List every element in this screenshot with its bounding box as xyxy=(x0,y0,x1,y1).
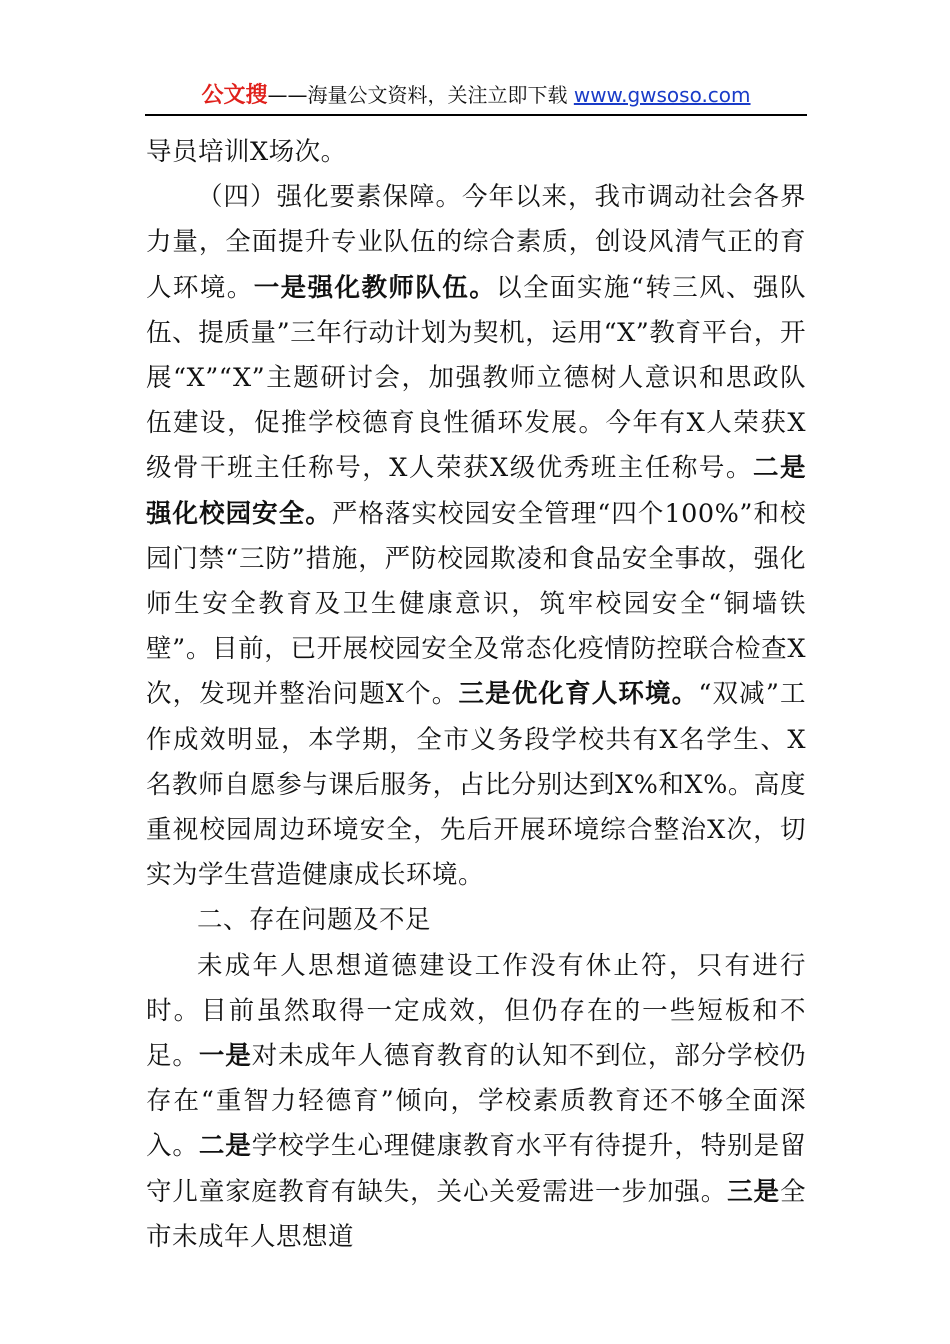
bold-keyphrase: 三是 xyxy=(727,1176,780,1207)
paragraph-text: 未成年人思想道德建设工作没有休止符，只有进行时。目前虽然取得一定成效，但仍存在的一些短板和不足。 xyxy=(146,950,806,1072)
bold-keyphrase: 一是强化教师队伍。 xyxy=(253,272,497,303)
bold-keyphrase: 二是强化校园安全。 xyxy=(146,453,806,529)
document-body xyxy=(146,130,806,1260)
section-heading: 二、存在问题及不足 xyxy=(197,905,432,936)
brand-logo-text: 公文搜 xyxy=(201,83,268,108)
paragraph-text: 全市未成年人思想道 xyxy=(146,1176,806,1252)
paragraph-section-four xyxy=(146,175,806,898)
paragraph-text: 严格落实校园安全管理“四个100%”和校园门禁“三防”措施，严防校园欺凌和食品安全事故，强化师生安全教育及卫生健康意识，筑牢校园安全“铜墙铁壁”。目前，已开展校园安全及常态化疫情防控联合检查X次，发现并整治问题X个。 xyxy=(146,498,806,710)
paragraph-text: 学校学生心理健康教育水平有待提升，特别是留守儿童家庭教育有缺失，关心关爱需进一步加强。 xyxy=(146,1131,806,1207)
bold-keyphrase: 二是 xyxy=(198,1131,252,1162)
bold-keyphrase: 一是 xyxy=(198,1041,252,1072)
paragraph-text: 以全面实施“转三风、强队伍、提质量”三年行动计划为契机，运用“X”教育平台，开展“X”“X”主题研讨会，加强教师立德树人意识和思政队伍建设，促推学校德育良性循环发展。今年有X人荣获X级骨干班主任称号，X人荣获X级优秀班主任称号。 xyxy=(146,272,806,484)
paragraph-text: 对未成年人德育教育的认知不到位，部分学校仍存在“重智力轻德育”倾向，学校素质教育还不够全面深入。 xyxy=(146,1041,806,1162)
page-header xyxy=(145,78,807,116)
bold-keyphrase: 三是优化育人环境。 xyxy=(458,679,699,710)
paragraph-continuation: 导员培训X场次。 xyxy=(146,137,347,167)
website-link[interactable]: www.gwsoso.com xyxy=(573,83,751,107)
paragraph-text: “双减”工作成效明显，本学期，全市义务段学校共有X名学生、X名教师自愿参与课后服务，占比分别达到X%和X%。高度重视校园周边环境安全，先后开展环境综合整治X次，切实为学生营造健康成长环境。 xyxy=(146,679,807,891)
header-tagline: ——海量公文资料，关注立即下载 xyxy=(267,83,568,107)
paragraph-text: （四）强化要素保障。今年以来，我市调动社会各界力量，全面提升专业队伍的综合素质，创设风清气正的育人环境。 xyxy=(146,182,806,303)
paragraph-problems xyxy=(146,944,806,1260)
